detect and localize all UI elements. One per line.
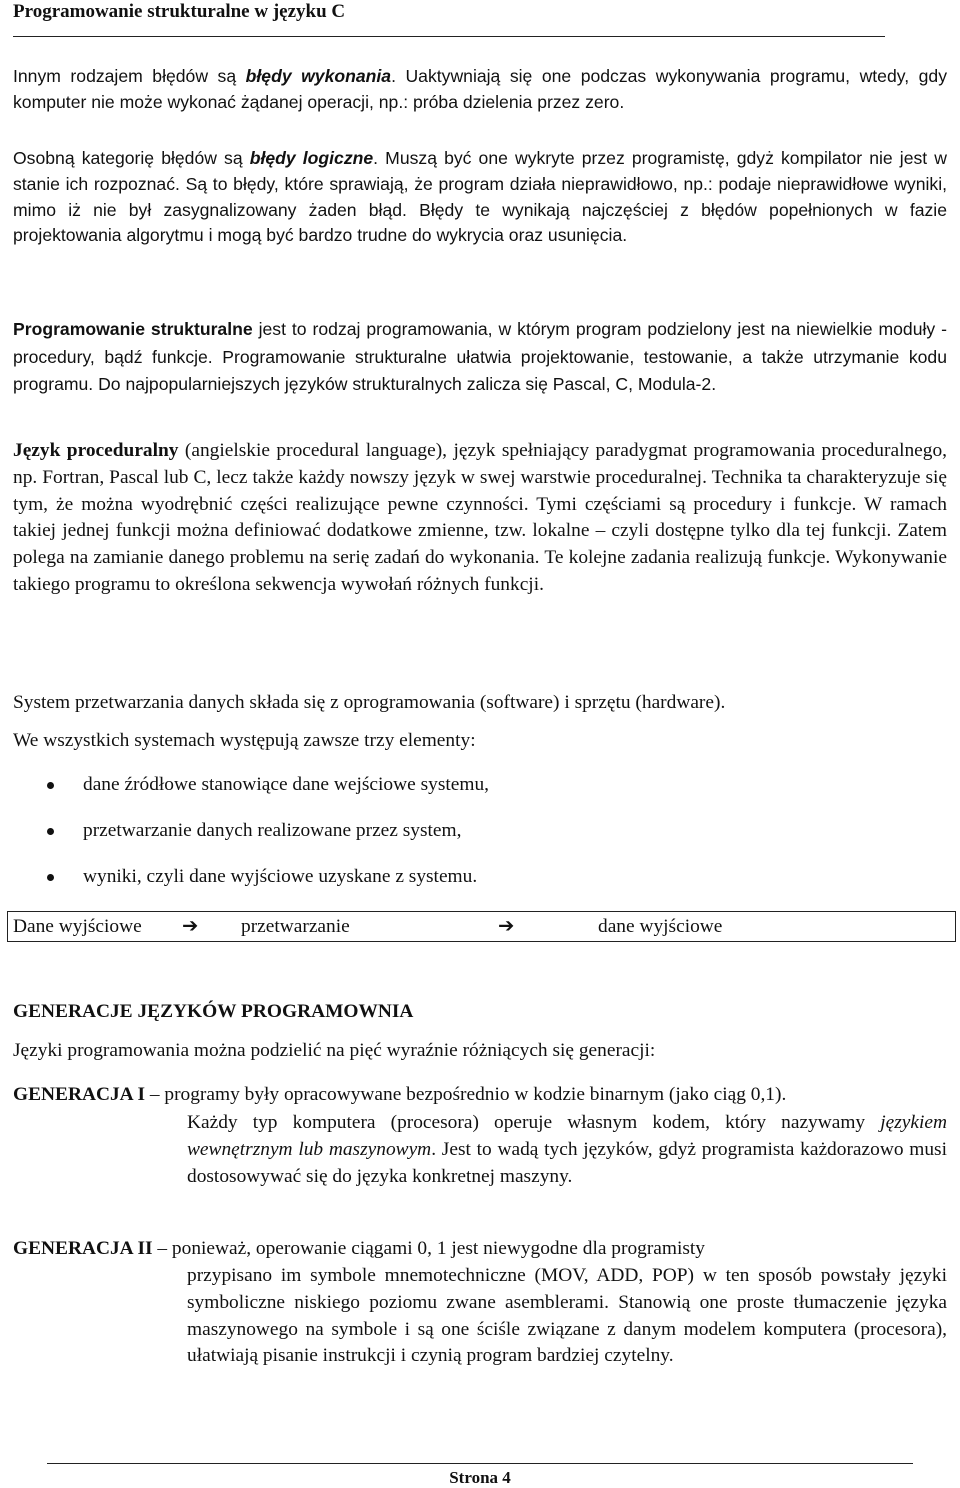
generation-1-body [187,1110,947,1190]
list-item-text: przetwarzanie danych realizowane przez system, [83,820,462,841]
section-heading: GENERACJE JĘZYKÓW PROGRAMOWNIA [13,1001,414,1022]
term-procedural-language: Język proceduralny [13,440,179,461]
list-item-text: dane źródłowe stanowiące dane wejściowe systemu, [83,774,489,795]
header-title: Programowanie strukturalne w języku C [13,1,346,22]
flow-step-input: Dane wyjściowe [13,916,142,937]
term-structured-programming: Programowanie strukturalne [13,319,253,339]
paragraph-runtime-errors [13,64,947,116]
generation-2-body: przypisano im symbole mnemotechniczne (MOV, ADD, POP) w ten sposób powstały języki symboliczne niskiego poziomu zwane asemblerami. Stanowią one proste tłumaczenie języka maszynowego na symbole i są one ściśle związane z danym modelem komputera (procesora), ułatwiają pisanie instrukcji i czynią program bardziej czytelny. [187,1265,947,1367]
list-item [13,770,913,816]
paragraph-structured-programming [13,316,947,399]
list-item-text: wyniki, czyli dane wyjściowe uzyskane z systemu. [83,866,478,887]
text-run: – ponieważ, operowanie ciągami 0, 1 jest niewygodne dla programisty [152,1238,706,1259]
flow-step-processing: przetwarzanie [241,916,350,937]
paragraph-data-system: System przetwarzania danych składa się z oprogramowania (software) i sprzętu (hardware). [13,692,726,713]
text-run: – programy były opracowywane bezpośrednio w kodzie binarnym (jako ciąg 0,1). [145,1084,787,1105]
term-logic-errors: błędy logiczne [249,148,374,168]
page-number: Strona 4 [449,1468,511,1487]
footer-divider [47,1463,913,1464]
paragraph-logic-errors [13,146,947,249]
section-intro: Języki programowania można podzielić na pięć wyraźnie różniących się generacji: [13,1040,656,1061]
text-run: Każdy typ komputera (procesora) operuje własnym kodem, który nazywamy [187,1112,881,1133]
text-run: Innym rodzajem błędów są [13,66,246,86]
arrow-right-icon: ➔ [498,916,515,937]
generation-2-first-line [13,1236,947,1263]
term-machine-language: językiem wewnętrznym lub maszynowym [187,1112,947,1160]
generation-2-label: GENERACJA II [13,1238,153,1259]
bullet-icon [47,782,54,789]
paragraph-three-elements: We wszystkich systemach występują zawsze trzy elementy: [13,730,476,751]
term-runtime-errors: błędy wykonania [245,66,392,86]
text-run: jest to rodzaj programowania, w którym program podzielony jest na niewielkie moduły - procedury, bądź funkcje. Programowanie strukturalne ułatwia projektowanie, testowanie, a także utrzymanie kodu programu. Do najpopularniejszych języków strukturalnych zalicza się Pascal, C, Modula-2. [13,319,947,395]
text-run: . Muszą być one wykryte przez programistę, gdyż kompilator nie jest w stanie ich rozpoznać. Są to błędy, które sprawiają, że program działa nieprawidłowo, np.: podaje nieprawidłowe wyniki, mimo iż nie był zasygnalizowany żaden błąd. Błędy te wynikają najczęściej z błędów popełnionych w fazie projektowania algorytmu i mogą być bardzo trudne do wykrycia oraz usunięcia. [13,148,947,246]
list-item [13,816,913,862]
generation-1-first-line [13,1082,947,1109]
text-run: (angielskie procedural language), język spełniający paradygmat programowania proceduralnego, np. Fortran, Pascal lub C, lecz także każdy nowszy język w swej warstwie proceduralnej. Technika ta charakteryzuje się tym, że można wyodrębnić części realizujące pewne czynności. Tymi częściami są procedury i funkcje. W ramach takiej jednej funkcji można definiować dodatkowe zmienne, tzw. lokalne – czyli dostępne tylko dla tej funkcji. Zatem polega na zamianie danego problemu na serię zadań do wykonania. Te kolejne zadania realizują funkcje. Wykonywanie takiego programu to określona sekwencja wywołań różnych funkcji. [13,440,947,595]
bullet-icon [47,828,54,835]
paragraph-procedural-language [13,438,947,599]
text-run: . Uaktywniają się one podczas wykonywania programu, wtedy, gdy komputer nie może wykonać żądanej operacji, np.: próba dzielenia przez zero. [13,66,947,112]
elements-list [13,770,913,908]
list-item [13,862,913,908]
flow-diagram-box [7,911,956,942]
text-run: . Jest to wadą tych języków, gdyż programista każdorazowo musi dostosowywać się do języka konkretnej maszyny. [187,1138,947,1187]
text-run: Osobną kategorię błędów są [13,148,250,168]
generation-1-label: GENERACJA I [13,1084,145,1105]
flow-step-output: dane wyjściowe [598,916,723,937]
bullet-icon [47,874,54,881]
arrow-right-icon: ➔ [182,916,199,937]
header-divider [13,36,885,37]
